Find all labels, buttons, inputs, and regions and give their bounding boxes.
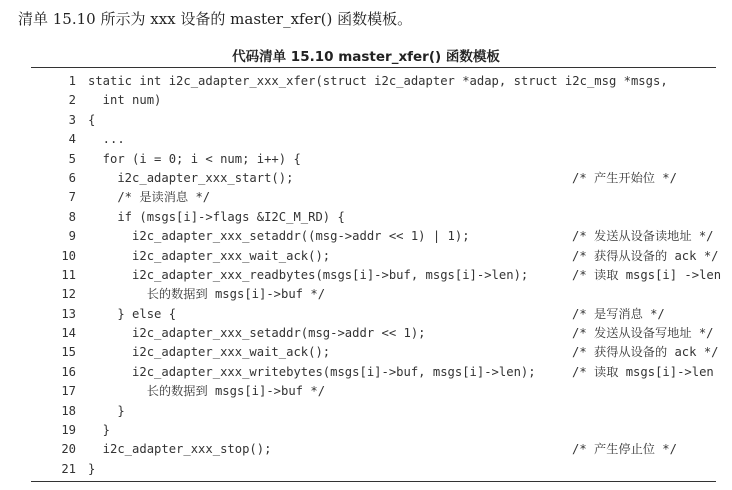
code-text: } else {: [88, 306, 177, 321]
code-text: /* 是读消息 */: [88, 190, 211, 205]
code-line: [0, 169, 732, 188]
code-comment: /* 是写消息 */: [572, 306, 665, 321]
code-comment: /* 发送从设备读地址 */: [572, 229, 714, 244]
line-number: 1: [68, 74, 76, 88]
code-line: [0, 150, 732, 169]
line-number: 11: [61, 267, 76, 282]
code-line: [0, 227, 732, 246]
code-line: [0, 343, 732, 362]
line-number: 3: [68, 112, 76, 127]
code-comment: /* 发送从设备写地址 */: [572, 326, 714, 341]
line-number: 15: [61, 345, 76, 360]
code-line: [0, 305, 732, 324]
code-text: i2c_adapter_xxx_setaddr((msg->addr << 1) | 1);: [88, 229, 470, 244]
line-number: 13: [61, 306, 76, 321]
line-number: 8: [68, 209, 76, 224]
code-text: for (i = 0; i < num; i++) {: [88, 151, 301, 166]
code-line: [0, 247, 732, 266]
line-number: 6: [68, 170, 76, 185]
code-text: }: [88, 423, 111, 438]
listing-top-rule: [31, 67, 716, 68]
line-number: 16: [61, 364, 76, 379]
code-line: [0, 111, 732, 130]
line-number: 7: [68, 190, 76, 205]
code-text: i2c_adapter_xxx_wait_ack();: [88, 345, 331, 360]
code-text: i2c_adapter_xxx_wait_ack();: [88, 248, 331, 263]
code-line: [0, 402, 732, 421]
code-text: }: [88, 461, 96, 476]
line-number: 10: [61, 248, 76, 263]
code-text: static int i2c_adapter_xxx_xfer(struct i2c_adapter *adap, struct i2c_msg *msgs,: [88, 74, 668, 88]
code-comment: /* 获得从设备的 ack */: [572, 345, 719, 360]
code-line: [0, 72, 732, 91]
code-line: [0, 382, 732, 401]
line-number: 17: [61, 384, 76, 399]
code-line: [0, 421, 732, 440]
code-line: [0, 363, 732, 382]
code-line: [0, 130, 732, 149]
line-number: 21: [61, 461, 76, 476]
code-line: [0, 324, 732, 343]
line-number: 4: [68, 132, 76, 147]
code-listing: [0, 72, 732, 479]
line-number: 18: [61, 403, 76, 418]
intro-paragraph: 清单 15.10 所示为 xxx 设备的 master_xfer() 函数模板。: [18, 10, 413, 28]
code-comment: /* 获得从设备的 ack */: [572, 248, 719, 263]
listing-caption: 代码清单 15.10 master_xfer() 函数模板: [232, 49, 500, 65]
code-line: [0, 440, 732, 459]
code-text: i2c_adapter_xxx_writebytes(msgs[i]->buf, msgs[i]->len);: [88, 364, 536, 379]
line-number: 2: [68, 93, 76, 108]
code-line: [0, 188, 732, 207]
code-text: i2c_adapter_xxx_stop();: [88, 442, 272, 457]
line-number: 12: [61, 287, 76, 302]
code-text: }: [88, 403, 125, 418]
listing-bottom-rule: [31, 481, 716, 482]
code-comment: /* 读取 msgs[i]->len: [572, 364, 714, 379]
code-line: [0, 460, 732, 479]
code-line: [0, 285, 732, 304]
code-comment: /* 产生开始位 */: [572, 170, 677, 185]
line-number: 20: [61, 442, 76, 457]
code-comment: /* 读取 msgs[i] ->len: [572, 267, 722, 282]
code-line: [0, 91, 732, 110]
code-text: i2c_adapter_xxx_readbytes(msgs[i]->buf, msgs[i]->len);: [88, 267, 529, 282]
code-text: int num): [88, 93, 162, 108]
code-comment: /* 产生停止位 */: [572, 442, 677, 457]
code-text: i2c_adapter_xxx_start();: [88, 170, 294, 185]
code-line: [0, 266, 732, 285]
code-text: 长的数据到 msgs[i]->buf */: [88, 287, 326, 302]
line-number: 19: [61, 423, 76, 438]
line-number: 14: [61, 326, 76, 341]
code-line: [0, 208, 732, 227]
line-number: 9: [68, 229, 76, 244]
line-number: 5: [68, 151, 76, 166]
code-text: i2c_adapter_xxx_setaddr(msg->addr << 1);: [88, 326, 426, 341]
code-text: {: [88, 112, 96, 127]
code-text: if (msgs[i]->flags &I2C_M_RD) {: [88, 209, 345, 224]
code-text: ...: [88, 132, 125, 147]
code-text: 长的数据到 msgs[i]->buf */: [88, 384, 326, 399]
